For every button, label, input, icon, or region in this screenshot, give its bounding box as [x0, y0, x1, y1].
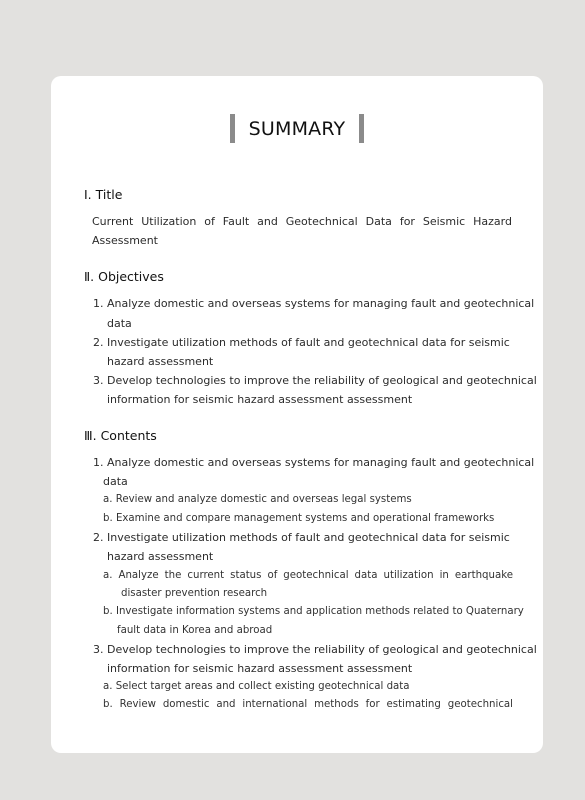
contents-item-1a: a. Review and analyze domestic and overseas legal systems: [103, 494, 412, 505]
contents-item-2b: b. Investigate information systems and application methods related to Quaternary: [103, 606, 524, 617]
section-title-heading: Ⅰ. Title: [84, 187, 123, 202]
objective-item-1-cont: data: [107, 317, 132, 330]
contents-item-2a-cont: disaster prevention research: [121, 588, 268, 599]
contents-item-2-cont: hazard assessment: [107, 550, 214, 563]
contents-item-3: 3. Develop technologies to improve the reliability of geological and geotechnical: [93, 643, 537, 656]
objective-item-3: 3. Develop technologies to improve the reliability of geological and geotechnical: [93, 374, 537, 387]
page-title: SUMMARY: [248, 117, 346, 140]
contents-item-1b: b. Examine and compare management systems and operational frameworks: [103, 513, 495, 524]
title-text-line: Current Utilization of Fault and Geotechnical Data for Seismic Hazard: [92, 215, 512, 228]
contents-item-2b-cont: fault data in Korea and abroad: [117, 625, 273, 636]
contents-item-1-cont: data: [103, 475, 128, 488]
objective-item-3-cont: information for seismic hazard assessment assessment: [107, 393, 413, 406]
objective-item-2-cont: hazard assessment: [107, 355, 214, 368]
contents-item-3b: b. Review domestic and international methods for estimating geotechnical: [103, 699, 513, 710]
objective-item-1: 1. Analyze domestic and overseas systems for managing fault and geotechnical: [93, 297, 535, 310]
contents-item-2: 2. Investigate utilization methods of fault and geotechnical data for seismic: [93, 531, 510, 544]
summary-card: [51, 76, 543, 753]
contents-item-3a: a. Select target areas and collect existing geotechnical data: [103, 681, 410, 692]
section-objectives-heading: Ⅱ. Objectives: [84, 269, 164, 284]
heading-right-bar: [359, 114, 364, 143]
contents-item-3-cont: information for seismic hazard assessment assessment: [107, 662, 413, 675]
section-contents-heading: Ⅲ. Contents: [84, 428, 157, 443]
summary-heading: [51, 114, 543, 143]
objective-item-2: 2. Investigate utilization methods of fault and geotechnical data for seismic: [93, 336, 510, 349]
heading-left-bar: [230, 114, 235, 143]
contents-item-2a: a. Analyze the current status of geotechnical data utilization in earthquake: [103, 570, 513, 581]
title-text-line: Assessment: [92, 234, 158, 247]
contents-item-1: 1. Analyze domestic and overseas systems for managing fault and geotechnical: [93, 456, 535, 469]
